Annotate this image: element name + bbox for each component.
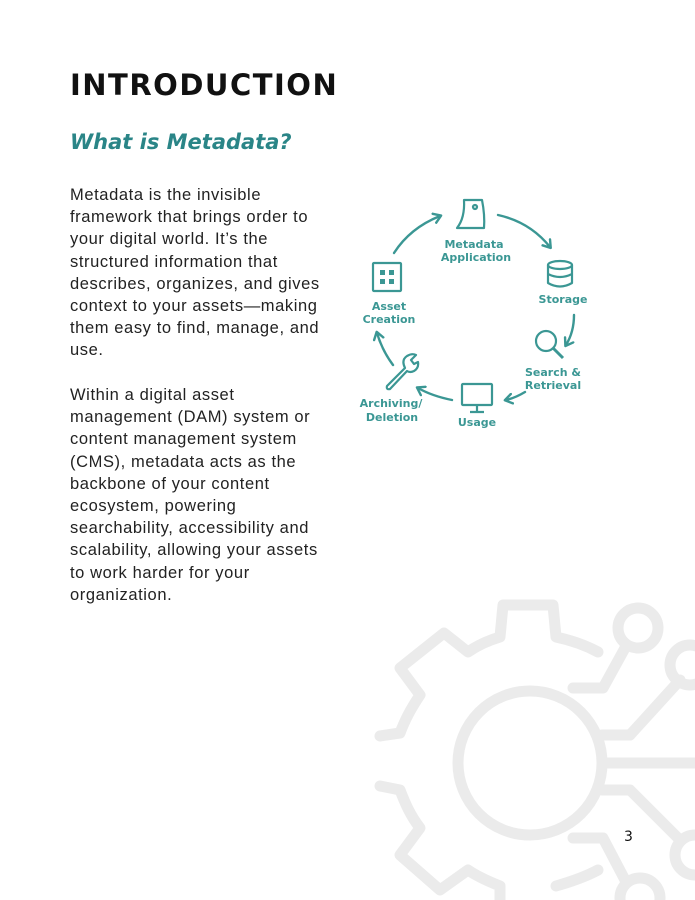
- wrench-icon: [387, 354, 418, 389]
- text-line: framework that brings order to: [70, 208, 309, 227]
- text-line: use.: [70, 341, 104, 360]
- text-line: (CMS), metadata acts as the: [70, 452, 297, 471]
- text-line: backbone of your content: [70, 474, 270, 493]
- label-metadata-application: Metadata: [444, 238, 504, 251]
- label-asset: Asset: [371, 300, 407, 313]
- label-usage: Usage: [457, 416, 497, 429]
- text-line: Within a digital asset: [70, 386, 235, 404]
- label-metadata-application-2: Application: [440, 251, 512, 264]
- text-line: to work harder for your: [70, 563, 250, 582]
- database-icon: [548, 261, 572, 287]
- text-line: Metadata is the invisible: [70, 186, 262, 204]
- document-icon: [457, 200, 484, 228]
- text-line: them easy to find, manage, and: [70, 319, 320, 338]
- text-line: searchability, accessibility and: [70, 519, 309, 538]
- text-line: describes, organizes, and gives: [70, 274, 320, 293]
- arrow-icon: [506, 392, 525, 400]
- arrow-icon: [377, 333, 393, 365]
- text-line: context to your assets—making: [70, 297, 318, 316]
- label-deletion: Deletion: [365, 411, 419, 424]
- label-retrieval: Retrieval: [524, 379, 582, 392]
- arrow-icon: [394, 216, 440, 253]
- arrow-icon: [566, 315, 574, 345]
- text-line: structured information that: [70, 252, 278, 271]
- arrow-icon: [498, 215, 550, 247]
- label-archiving: Archiving/: [359, 397, 423, 410]
- arrow-icon: [418, 388, 452, 400]
- monitor-icon: [462, 384, 492, 412]
- section-subtitle: What is Metadata?: [70, 130, 292, 154]
- text-line: scalability, allowing your assets: [70, 541, 318, 560]
- page-number: 3: [624, 829, 633, 845]
- label-search: Search &: [524, 366, 582, 379]
- text-line: management (DAM) system or: [70, 408, 311, 427]
- label-storage: Storage: [538, 293, 588, 306]
- text-line: organization.: [70, 585, 173, 604]
- label-creation: Creation: [362, 313, 416, 326]
- grid-icon: [373, 263, 401, 291]
- text-line: ecosystem, powering: [70, 497, 237, 516]
- magnifier-icon: [536, 331, 563, 358]
- text-line: your digital world. It’s the: [70, 230, 269, 249]
- page-title: INTRODUCTION: [70, 68, 339, 102]
- text-line: content management system: [70, 430, 297, 449]
